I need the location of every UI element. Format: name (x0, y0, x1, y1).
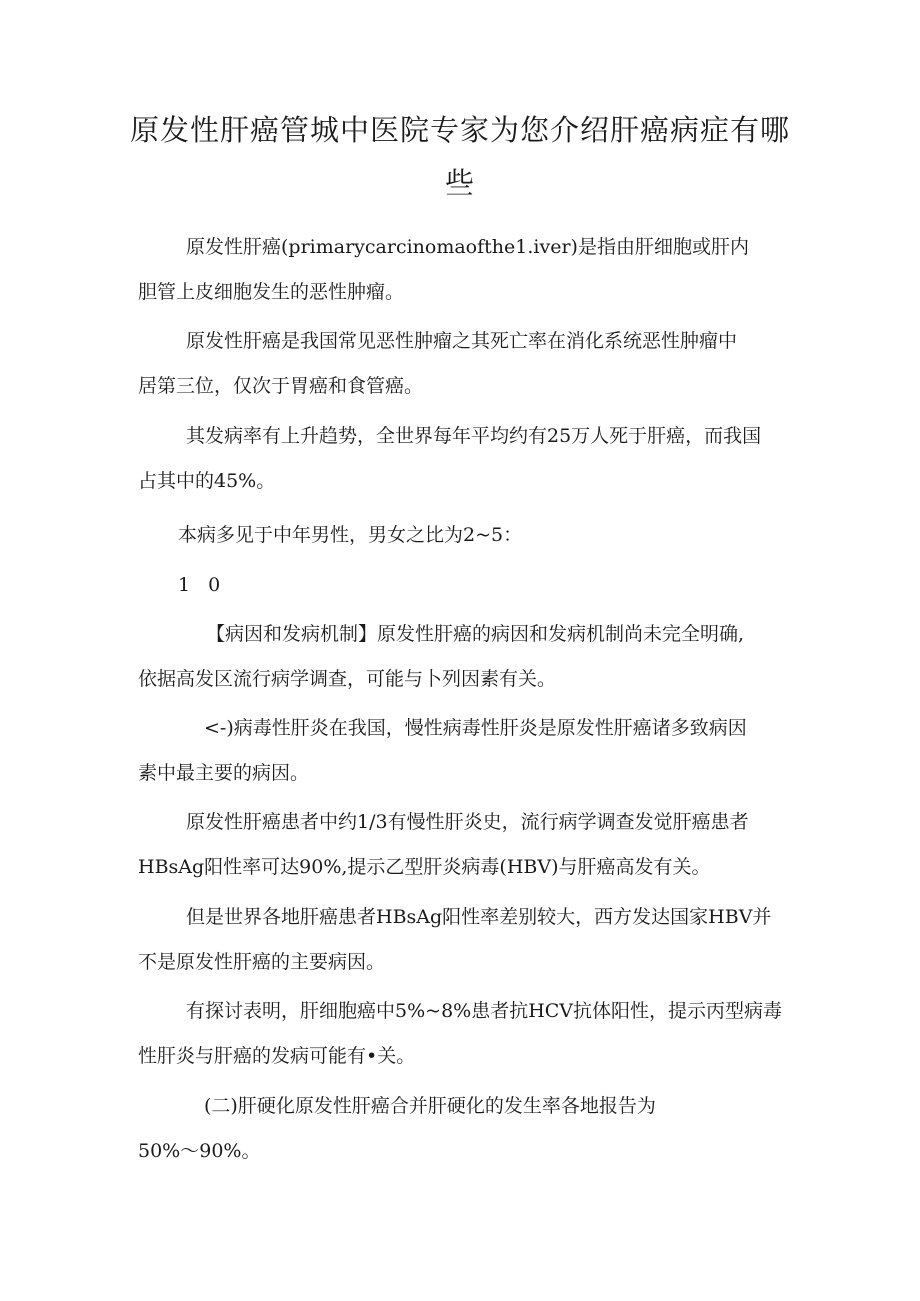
paragraph-line: 不是原发性肝癌的主要病因。 (138, 951, 386, 973)
paragraph-line: 原发性肝癌患者中约1/3有慢性肝炎史，流行病学调查发觉肝癌患者 (186, 811, 749, 833)
paragraph (138, 319, 798, 409)
paragraph-line: 【病因和发病机制】原发性肝癌的病因和发病机制尚未完全明确, (206, 623, 745, 645)
paragraph (138, 513, 798, 558)
paragraph-line: 但是世界各地肝癌患者HBsAg阳性率差别较大，西方发达国家HBV并 (186, 906, 772, 928)
paragraph-line: 原发性肝癌(primarycarcinomaofthe1.iver)是指由肝细胞或肝内 (186, 236, 749, 258)
paragraph-line: 占其中的45%。 (138, 470, 276, 492)
paragraph-line: <-)病毒性肝炎在我国，慢性病毒性肝炎是原发性肝癌诸多致病因 (204, 717, 747, 739)
paragraph-line: 性肝炎与肝癌的发病可能有•关。 (138, 1045, 416, 1067)
paragraph (138, 225, 798, 315)
paragraph-line: 其发病率有上升趋势，全世界每年平均约有25万人死于肝癌，而我国 (186, 425, 762, 447)
paragraph (138, 1084, 798, 1174)
paragraph-line: (二)肝硬化原发性肝癌合并肝硬化的发生率各地报告为 (204, 1095, 656, 1117)
paragraph-line: 原发性肝癌是我国常见恶性肿瘤之其死亡率在消化系统恶性肿瘤中 (186, 330, 738, 352)
paragraph (138, 612, 798, 702)
paragraph-line: 有探讨表明，肝细胞癌中5%~8%患者抗HCV抗体阳性，提示丙型病毒 (186, 1000, 783, 1022)
paragraph-line: 50%～90%。 (138, 1140, 261, 1162)
paragraph-line: 本病多见于中年男性，男女之比为2~5： (178, 524, 523, 546)
document-title: 原发性肝癌管城中医院专家为您介绍肝癌病症有哪些 (129, 113, 790, 200)
paragraph-line: 依据高发区流行病学调查，可能与卜列因素有关。 (138, 668, 557, 690)
paragraph (138, 895, 798, 985)
paragraph-line: 素中最主要的病因。 (138, 762, 310, 784)
paragraph-line: 胆管上皮细胞发生的恶性肿瘤。 (138, 281, 405, 303)
paragraph-line: HBsAg阳性率可达90%,提示乙型肝炎病毒(HBV)与肝癌高发有关。 (138, 856, 711, 878)
paragraph (138, 563, 798, 608)
paragraph (138, 706, 798, 796)
paragraph-line: 1 0 (178, 574, 227, 596)
paragraph (138, 414, 798, 504)
paragraph (138, 800, 798, 890)
paragraph (138, 989, 798, 1079)
paragraph-line: 居第三位，仅次于胃癌和食管癌。 (138, 375, 424, 397)
